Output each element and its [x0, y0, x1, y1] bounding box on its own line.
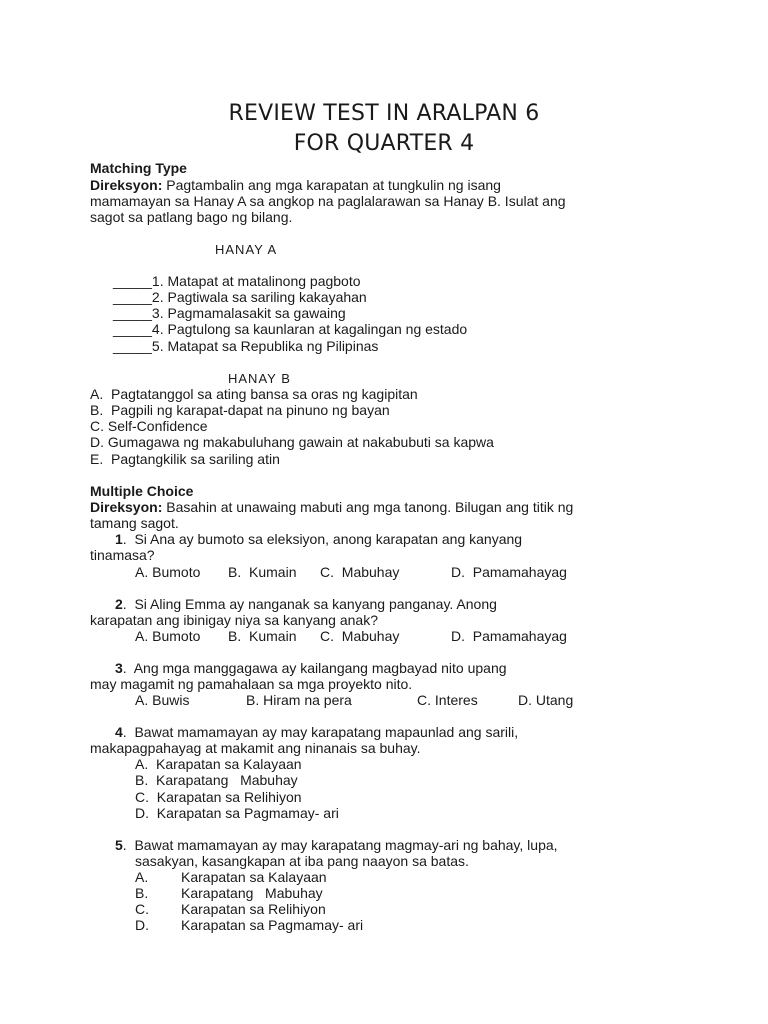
- q5-option-d[interactable]: Karapatan sa Pagmamay- ari: [181, 917, 364, 933]
- question-1-cont: tinamasa?: [90, 547, 155, 563]
- question-number: 4: [115, 724, 123, 740]
- matching-heading: Matching Type: [90, 160, 187, 176]
- q2-option-c[interactable]: C. Mabuhay: [320, 628, 400, 644]
- direction-text: Pagtambalin ang mga karapatan at tungkulin ng isang: [162, 177, 501, 193]
- q5-option-b[interactable]: Karapatang Mabuhay: [181, 885, 323, 901]
- question-2: [115, 596, 497, 613]
- q5-option-c[interactable]: Karapatan sa Relihiyon: [181, 901, 326, 917]
- q1-option-d[interactable]: D. Pamamahayag: [451, 564, 567, 580]
- question-5: [115, 837, 558, 854]
- hanay-b-item: D. Gumagawa ng makabuluhang gawain at nakabubuti sa kapwa: [90, 434, 494, 450]
- hanay-a-item: _____2. Pagtiwala sa sariling kakayahan: [113, 289, 367, 305]
- question-3-cont: may magamit ng pamahalaan sa mga proyekto nito.: [90, 676, 413, 692]
- question-number: 1: [115, 531, 123, 547]
- question-4: [115, 724, 518, 741]
- q5-option-d-letter: D.: [135, 917, 149, 933]
- hanay-a-title: HANAY A: [215, 242, 278, 257]
- title-line-1: REVIEW TEST IN ARALPAN 6: [228, 101, 540, 126]
- hanay-a-item: _____3. Pagmamalasakit sa gawaing: [113, 305, 346, 321]
- q1-option-a[interactable]: A. Bumoto: [135, 564, 201, 580]
- question-5-cont: sasakyan, kasangkapan at iba pang naayon sa batas.: [135, 853, 469, 869]
- title-line-2: FOR QUARTER 4: [293, 131, 475, 156]
- matching-direction-2: mamamayan sa Hanay A sa angkop na paglalarawan sa Hanay B. Isulat ang: [90, 193, 566, 209]
- mc-direction-1: [90, 499, 573, 516]
- q1-option-c[interactable]: C. Mabuhay: [320, 564, 400, 580]
- hanay-b-item: C. Self-Confidence: [90, 418, 208, 434]
- mc-heading: Multiple Choice: [90, 483, 194, 499]
- question-number: 3: [115, 660, 123, 676]
- direction-text: Basahin at unawaing mabuti ang mga tanong. Bilugan ang titik ng: [162, 499, 574, 515]
- hanay-a-item: _____4. Pagtulong sa kaunlaran at kagalingan ng estado: [113, 321, 468, 337]
- hanay-b-title: HANAY B: [228, 371, 291, 386]
- question-number: 5: [115, 837, 123, 853]
- q2-option-a[interactable]: A. Bumoto: [135, 628, 201, 644]
- question-4-cont: makapagpahayag at makamit ang ninanais sa buhay.: [90, 740, 421, 756]
- matching-direction-3: sagot sa patlang bago ng bilang.: [90, 209, 293, 225]
- q4-option-a[interactable]: A. Karapatan sa Kalayaan: [135, 756, 302, 772]
- q5-option-a-letter: A.: [135, 869, 149, 885]
- hanay-b-item: E. Pagtangkilik sa sariling atin: [90, 451, 280, 467]
- hanay-b-item: B. Pagpili ng karapat-dapat na pinuno ng bayan: [90, 402, 390, 418]
- q3-option-d[interactable]: D. Utang: [518, 692, 574, 708]
- q5-option-c-letter: C.: [135, 901, 149, 917]
- direction-label: Direksyon:: [90, 499, 163, 515]
- question-1: [115, 531, 522, 548]
- question-text: . Bawat mamamayan ay may karapatang mapaunlad ang sarili,: [122, 724, 519, 740]
- q3-option-c[interactable]: C. Interes: [417, 692, 478, 708]
- question-3: [115, 660, 507, 677]
- q4-option-c[interactable]: C. Karapatan sa Relihiyon: [135, 789, 302, 805]
- q4-option-b[interactable]: B. Karapatang Mabuhay: [135, 772, 298, 788]
- q3-option-a[interactable]: A. Buwis: [135, 692, 190, 708]
- q2-option-b[interactable]: B. Kumain: [228, 628, 297, 644]
- hanay-a-item: _____1. Matapat at matalinong pagboto: [113, 273, 361, 289]
- question-2-cont: karapatan ang ibinigay niya sa kanyang anak?: [90, 612, 378, 628]
- q4-option-d[interactable]: D. Karapatan sa Pagmamay- ari: [135, 805, 339, 821]
- q3-option-b[interactable]: B. Hiram na pera: [246, 692, 352, 708]
- hanay-a-item: _____5. Matapat sa Republika ng Pilipinas: [113, 338, 379, 354]
- q5-option-a[interactable]: Karapatan sa Kalayaan: [181, 869, 327, 885]
- question-text: . Bawat mamamayan ay may karapatang magmay-ari ng bahay, lupa,: [122, 837, 558, 853]
- question-text: . Si Ana ay bumoto sa eleksiyon, anong karapatan ang kanyang: [122, 531, 523, 547]
- direction-label: Direksyon:: [90, 177, 163, 193]
- question-text: . Si Aling Emma ay nanganak sa kanyang panganay. Anong: [122, 596, 497, 612]
- q2-option-d[interactable]: D. Pamamahayag: [451, 628, 567, 644]
- question-number: 2: [115, 596, 123, 612]
- mc-direction-2: tamang sagot.: [90, 515, 179, 531]
- q5-option-b-letter: B.: [135, 885, 149, 901]
- hanay-b-item: A. Pagtatanggol sa ating bansa sa oras ng kagipitan: [90, 386, 418, 402]
- q1-option-b[interactable]: B. Kumain: [228, 564, 297, 580]
- matching-direction-1: [90, 177, 501, 194]
- question-text: . Ang mga manggagawa ay kailangang magbayad nito upang: [122, 660, 507, 676]
